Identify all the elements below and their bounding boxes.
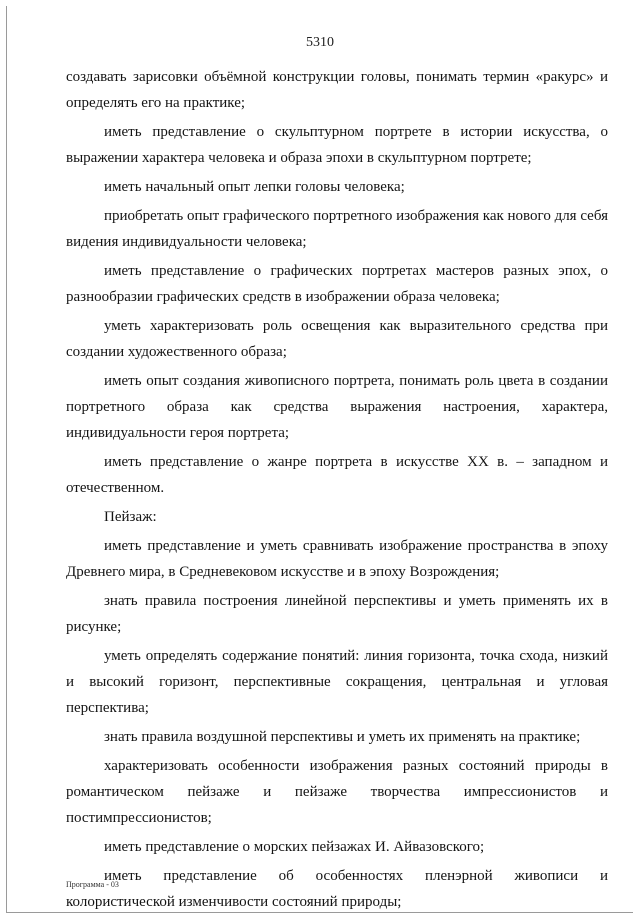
paragraph: характеризовать особенности изображения разных состояний природы в романтическом пейзаже и пейзаже творчества импрессионистов и постимпрессионистов;	[66, 758, 608, 826]
section-heading: Пейзаж:	[104, 509, 157, 525]
paragraph: знать правила построения линейной перспективы и уметь применять их в рисунке;	[66, 593, 608, 635]
paragraph: иметь представление и уметь сравнивать изображение пространства в эпоху Древнего мира, в Средневековом искусстве и в эпоху Возрождения;	[66, 538, 608, 580]
paragraph: иметь представление о графических портретах мастеров разных эпох, о разнообразии графических средств в изображении образа человека;	[66, 263, 608, 305]
paragraph: иметь представление об особенностях пленэрной живописи и колористической изменчивости состояний природы;	[66, 868, 608, 910]
paragraph: иметь представление о морских пейзажах И. Айвазовского;	[104, 839, 485, 855]
paragraph: уметь характеризовать роль освещения как выразительного средства при создании художественного образа;	[66, 318, 608, 360]
paragraph: знать правила воздушной перспективы и уметь их применять на практике;	[104, 729, 581, 745]
page-number: 5310	[306, 35, 334, 50]
paragraph: создавать зарисовки объёмной конструкции головы, понимать термин «ракурс» и определять его на практике;	[66, 69, 608, 111]
paragraph: иметь представление о скульптурном портрете в истории искусства, о выражении характера человека и образа эпохи в скульптурном портрете;	[66, 124, 608, 166]
paragraph: иметь опыт создания живописного портрета, понимать роль цвета в создании портретного образа как средства выражения настроения, характера, индивидуальности героя портрета;	[66, 373, 608, 441]
paragraph: приобретать опыт графического портретного изображения как нового для себя видения индивидуальности человека;	[66, 208, 608, 250]
paragraph: уметь определять содержание понятий: линия горизонта, точка схода, низкий и высокий горизонт, перспективные сокращения, центральная и угловая перспектива;	[66, 648, 608, 716]
document-body	[66, 64, 608, 918]
footer-label: Программа - 03	[66, 880, 119, 889]
paragraph: иметь начальный опыт лепки головы человека;	[104, 179, 405, 195]
paragraph: иметь представление о жанре портрета в искусстве XX в. – западном и отечественном.	[66, 454, 608, 496]
